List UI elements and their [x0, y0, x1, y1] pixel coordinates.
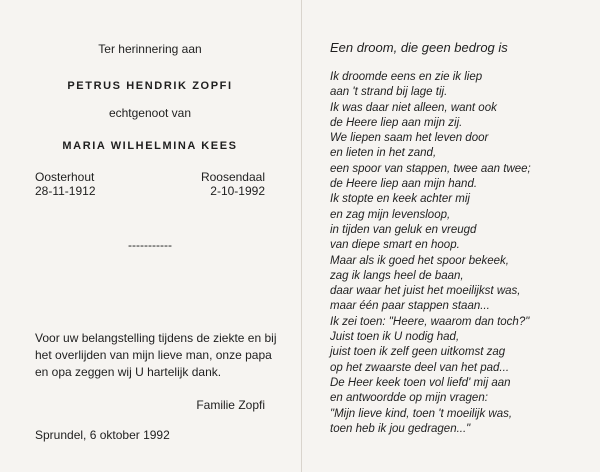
poem-line: toen heb ik jou gedragen...": [330, 422, 471, 435]
spouse-name: MARIA WILHELMINA KEES: [62, 140, 238, 152]
family-signature: Familie Zopfi: [196, 398, 265, 412]
birth-date: 28-11-1912: [35, 184, 96, 198]
poem-title: Een droom, die geen bedrog is: [330, 40, 508, 55]
poem-line: Juist toen ik U nodig had,: [330, 331, 460, 344]
poem-line: en lieten in het zand,: [330, 147, 437, 160]
poem-line: de Heere liep aan mijn zij.: [330, 116, 463, 129]
birth-place: Oosterhout: [35, 170, 95, 184]
place-date: Sprundel, 6 oktober 1992: [35, 428, 170, 442]
poem-line: Maar als ik goed het spoor bekeek,: [330, 254, 509, 267]
relation-text: echtgenoot van: [108, 106, 192, 120]
poem-line: aan 't strand bij lage tij.: [330, 86, 448, 99]
right-panel: [330, 0, 590, 472]
deceased-name: PETRUS HENDRIK ZOPFI: [67, 80, 233, 92]
poem-line: een spoor van stappen, twee aan twee;: [330, 162, 531, 175]
poem-line: van diepe smart en hoop.: [330, 239, 460, 252]
poem-line: zag ik langs heel de baan,: [330, 269, 464, 282]
poem-line: Ik was daar niet alleen, want ook: [330, 101, 497, 114]
poem-line: maar één paar stappen staan...: [330, 300, 490, 313]
poem-line: We liepen saam het leven door: [330, 132, 489, 145]
poem-line: in tijden van geluk en vreugd: [330, 223, 477, 236]
poem-line: De Heer keek toen vol liefd' mij aan: [330, 376, 511, 389]
poem-line: daar waar het juist het moeilijkst was,: [330, 285, 521, 298]
thanks-paragraph: Voor uw belangstelling tijdens de ziekte en bij het overlijden van mijn lieve man, onze papa en opa zeggen wij U hartelijk dank.: [35, 331, 277, 379]
poem-line: de Heere liep aan mijn hand.: [330, 178, 478, 191]
poem-line: juist toen ik zelf geen uitkomst zag: [330, 346, 506, 359]
poem-line: Ik droomde eens en zie ik liep: [330, 71, 483, 83]
poem-line: en zag mijn levensloop,: [330, 208, 451, 221]
death-date: 2-10-1992: [210, 184, 265, 198]
poem-line: en antwoordde op mijn vragen:: [330, 392, 488, 405]
death-place: Roosendaal: [200, 170, 265, 184]
fold-line: [301, 0, 302, 472]
poem-line: "Mijn lieve kind, toen 't moeilijk was,: [330, 407, 513, 420]
poem-line: Ik stopte en keek achter mij: [330, 193, 470, 206]
poem-line: Ik zei toen: "Heere, waarom dan toch?": [330, 315, 530, 328]
divider: -----------: [128, 238, 172, 252]
poem-lines: [330, 70, 531, 437]
intro-text: Ter herinnering aan: [98, 42, 202, 56]
poem-line: op het zwaarste deel van het pad...: [330, 361, 510, 374]
